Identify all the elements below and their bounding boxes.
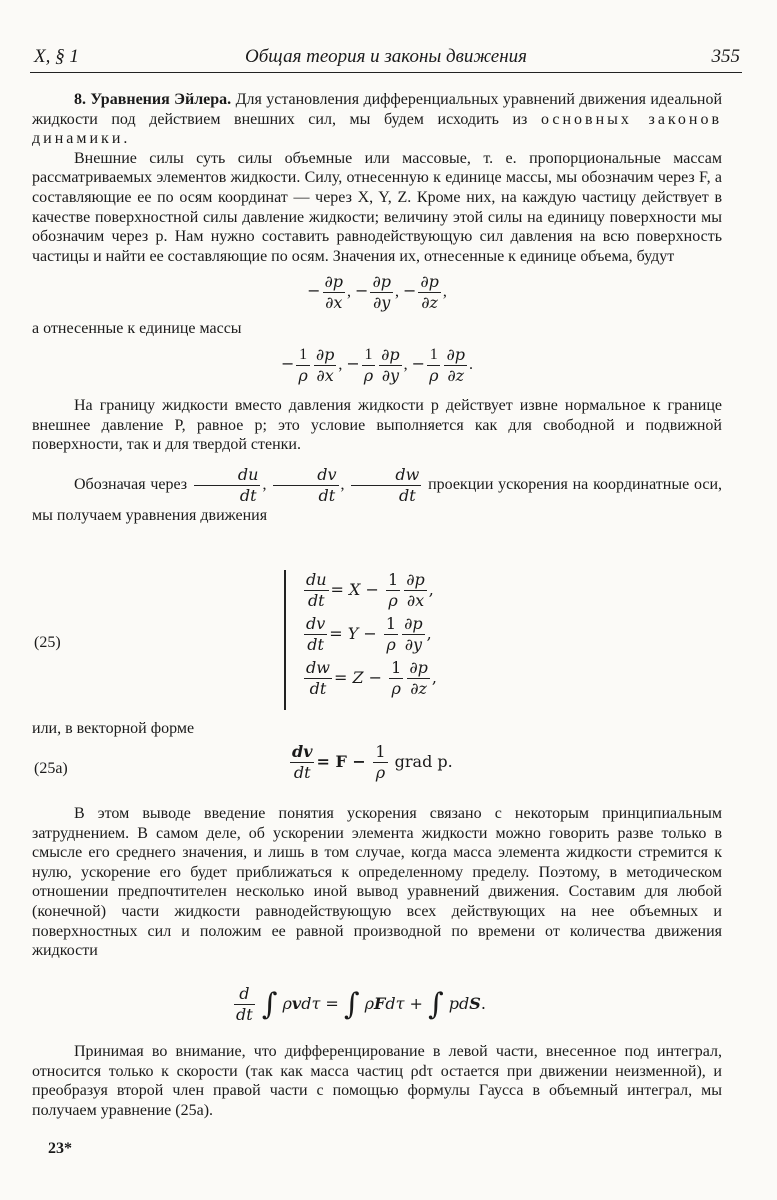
pressure-per-volume-equation: − $\frac{\partial p}{\partial x}$ , − $\frac{\partial p}{\partial y}$ , − $\frac{\partial p}{\partial z}$ , (307, 272, 447, 313)
vector-equation-grad: grad p. (394, 752, 453, 771)
euler-equations-system (284, 570, 486, 710)
page-number: 355 (711, 46, 740, 67)
euler-y-equation: $\frac{dv}{dt}$ = Y − $\frac{1}{\rho}$ $\frac{\partial p}{\partial y}$ , (306, 614, 432, 654)
paragraph-3: На границу жидкости вместо давления жидкости p действует извне нормальное к границе внешнее давление P, равное p; это условие выполняется как для свободной и подвижной поверхности, так и для твердой стенки. (32, 396, 722, 454)
vector-euler-equation: $\frac{dv}{dt}$ = F − $\frac{1}{\rho}$ grad p. (292, 742, 453, 782)
vector-equation-rhs: = F − (316, 752, 372, 771)
body-text (32, 90, 722, 525)
paragraph-4: Обозначая через $\frac{du}{dt}$ , $\frac{dv}{dt}$ , $\frac{dw}{dt}$ проекции ускорения на координатные оси, мы получаем уравнения движения (32, 464, 723, 524)
paragraph-5: или, в векторной форме (32, 720, 195, 737)
euler-z-equation: $\frac{dw}{dt}$ = Z − $\frac{1}{\rho}$ $\frac{\partial p}{\partial z}$ , (306, 658, 437, 698)
running-title: Общая теория и законы движения (244, 46, 527, 67)
signature-mark: 23* (48, 1140, 72, 1157)
running-header (30, 46, 742, 73)
paragraph-2: а отнесенные к единице массы (32, 320, 242, 338)
paragraph-1: Внешние силы суть силы объемные или массовые, т. е. пропорциональные массам рассматриваемых элементов жидкости. Силу, отнесенную к единице массы, мы обозначим через F, а составляющие ее по осям координат — через X, Y, Z. Кроме них, на каждую частицу действует в качестве поверхностной силы давление жидкости; величину этой силы на единицу поверхности мы обозначим через p. Нам нужно составить равнодействующую сил давления на всю поверхность частицы и найти ее составляющие по осям. Значения их, отнесенные к единице объема, будут (32, 149, 722, 265)
chapter-ref: X, § 1 (34, 46, 79, 67)
paragraph-6: В этом выводе введение понятия ускорения связано с некоторым принципиальным затруднением. В самом деле, об ускорении элемента жидкости можно говорить разве только в смысле его среднего значения, и лишь в том случае, когда масса элемента жидкости стремится к нулю, ускорение его будет приближаться к определенному пределу. Поэтому, в методическом отношении предпочтителен несколько иной вывод уравнений движения. Составим для любой (конечной) части жидкости равнодействующую всех действующих на нее объемных и поверхностных сил и положим ее равной производной по времени от количества движения жидкости (32, 805, 722, 960)
equation-25-label: (25) (34, 634, 61, 651)
section-intro (32, 90, 722, 149)
intro-text: Для установления дифференциальных уравнений движения идеальной жидкости под действием внешних сил, мы будем исходить из (32, 91, 723, 128)
intro-spaced-text: основных законов динамики. (32, 110, 723, 148)
euler-x-equation: $\frac{du}{dt}$ = X − $\frac{1}{\rho}$ $\frac{\partial p}{\partial x}$ , (306, 570, 434, 610)
paragraph-4-start: Обозначая через (74, 475, 188, 493)
pressure-per-mass-equation: − $\frac{1}{\rho}$ $\frac{\partial p}{\partial x}$ , − $\frac{1}{\rho}$ $\frac{\partial p}{\partial y}$ , − $\frac{1}{\rho}$ $\frac{\partial p}{\partial z}$ . (281, 344, 473, 385)
equation-25a-label: (25a) (34, 760, 68, 777)
paragraph-7: Принимая во внимание, что дифференцирование в левой части, внесенное под интеграл, относится только к скорости (так как масса частиц ρdτ остается при движении неизменной), и преобразуя второй член правой части с помощью формулы Гаусса в объемный интеграл, мы получаем уравнение (25a). (32, 1043, 722, 1119)
paragraph-4-end: проекции ускорения на координатные оси, мы получаем уравнения движения (32, 475, 723, 524)
section-title: 8. Уравнения Эйлера. (74, 91, 232, 108)
momentum-integral-equation: $\frac{d}{dt}$ ∫ ρvdτ = ∫ ρFdτ + ∫ pdS. (236, 984, 486, 1024)
